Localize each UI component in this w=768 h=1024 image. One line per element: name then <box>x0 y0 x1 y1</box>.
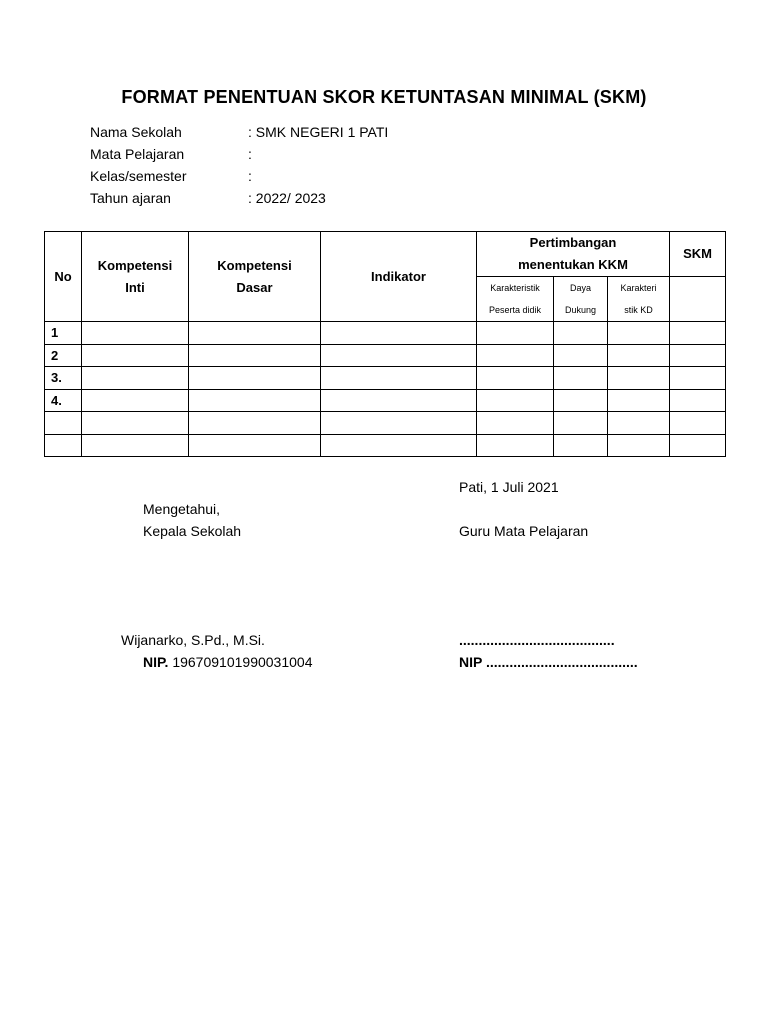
table-cell <box>82 389 189 412</box>
header-kompetensi-dasar <box>189 232 321 322</box>
header-pertimbangan <box>477 232 670 277</box>
info-label: Tahun ajaran <box>90 190 171 206</box>
guru-name-placeholder: ........................................ <box>459 632 615 648</box>
subheader-karakteristik-kd <box>608 277 670 322</box>
subheader-text: Karakteri <box>620 283 657 293</box>
subheader-text: Karakteristik <box>490 283 540 293</box>
header-text: Inti <box>125 279 145 295</box>
table-cell <box>321 322 477 345</box>
kepala-sekolah-title: Kepala Sekolah <box>143 523 242 539</box>
table-row <box>45 322 726 345</box>
table-cell <box>670 434 726 457</box>
table-cell <box>321 344 477 367</box>
table-cell <box>82 344 189 367</box>
table-cell <box>670 367 726 390</box>
header-row <box>45 232 726 277</box>
row-number: 4. <box>45 389 82 412</box>
subheader-karakteristik-peserta-didik <box>477 277 554 322</box>
subheader-daya-dukung <box>554 277 608 322</box>
table-cell <box>670 389 726 412</box>
table-row <box>45 389 726 412</box>
row-number: 1 <box>45 322 82 345</box>
info-row-kelas-semester <box>90 165 388 187</box>
skm-empty-cell <box>670 277 726 322</box>
header-text: menentukan KKM <box>518 257 628 272</box>
table-cell <box>608 434 670 457</box>
row-number <box>45 412 82 435</box>
guru-nip-placeholder: NIP ....................................... <box>459 654 638 670</box>
header-text: Kompetensi <box>217 257 292 273</box>
table-row <box>45 367 726 390</box>
table-cell <box>477 322 554 345</box>
school-info <box>90 121 388 209</box>
page-title: FORMAT PENENTUAN SKOR KETUNTASAN MINIMAL (SKM) <box>121 87 647 107</box>
info-label: Mata Pelajaran <box>90 146 185 162</box>
table-row <box>45 344 726 367</box>
row-number: 3. <box>45 367 82 390</box>
header-kompetensi-inti <box>82 232 189 322</box>
info-row-mata-pelajaran <box>90 143 388 165</box>
mengetahui-label: Mengetahui, <box>143 501 221 517</box>
info-row-tahun-ajaran <box>90 187 388 209</box>
info-label: Nama Sekolah <box>90 124 182 140</box>
table-cell <box>670 322 726 345</box>
table-cell <box>321 434 477 457</box>
table-cell <box>82 434 189 457</box>
info-value: : SMK NEGERI 1 PATI <box>248 124 389 140</box>
table-cell <box>554 412 608 435</box>
table-cell <box>321 412 477 435</box>
table-cell <box>82 412 189 435</box>
table-cell <box>608 389 670 412</box>
table-cell <box>321 367 477 390</box>
skm-table <box>44 231 726 457</box>
table-cell <box>554 367 608 390</box>
table-cell <box>477 412 554 435</box>
table-cell <box>608 412 670 435</box>
info-label: Kelas/semester <box>90 168 187 184</box>
table-cell <box>554 322 608 345</box>
header-indikator: Indikator <box>321 232 477 322</box>
info-value: : <box>248 146 252 162</box>
table-cell <box>189 367 321 390</box>
table-cell <box>608 322 670 345</box>
subheader-text: Dukung <box>564 305 597 315</box>
table-cell <box>477 434 554 457</box>
row-number: 2 <box>45 344 82 367</box>
info-row-nama-sekolah <box>90 121 388 143</box>
subheader-text: Peserta didik <box>488 305 542 315</box>
place-date: Pati, 1 Juli 2021 <box>459 479 559 495</box>
info-value: : 2022/ 2023 <box>248 190 326 206</box>
table-cell <box>189 434 321 457</box>
table-cell <box>82 367 189 390</box>
nip-label: NIP. <box>143 654 169 670</box>
table-cell <box>554 434 608 457</box>
table-cell <box>477 367 554 390</box>
table-cell <box>321 389 477 412</box>
table-cell <box>189 389 321 412</box>
header-text: Dasar <box>236 279 273 295</box>
nip-value: 196709101990031004 <box>168 654 313 670</box>
table-cell <box>477 389 554 412</box>
table-cell <box>189 412 321 435</box>
header-text: Kompetensi <box>97 257 173 273</box>
table-row <box>45 412 726 435</box>
info-value: : <box>248 168 252 184</box>
kepala-sekolah-nip <box>143 654 312 670</box>
table-cell <box>608 344 670 367</box>
row-number <box>45 434 82 457</box>
table-cell <box>189 344 321 367</box>
table-cell <box>670 344 726 367</box>
header-skm: SKM <box>670 232 726 277</box>
table-cell <box>554 344 608 367</box>
table-cell <box>477 344 554 367</box>
subheader-text: Daya <box>569 283 591 293</box>
table-cell <box>189 322 321 345</box>
subheader-text: stik KD <box>624 305 653 315</box>
table-cell <box>670 412 726 435</box>
guru-mata-pelajaran-title: Guru Mata Pelajaran <box>459 523 589 539</box>
header-text: Pertimbangan <box>529 235 617 250</box>
table-row <box>45 434 726 457</box>
table-cell <box>608 367 670 390</box>
table-cell <box>554 389 608 412</box>
kepala-sekolah-name: Wijanarko, S.Pd., M.Si. <box>121 632 265 648</box>
header-no: No <box>45 232 82 322</box>
table-cell <box>82 322 189 345</box>
